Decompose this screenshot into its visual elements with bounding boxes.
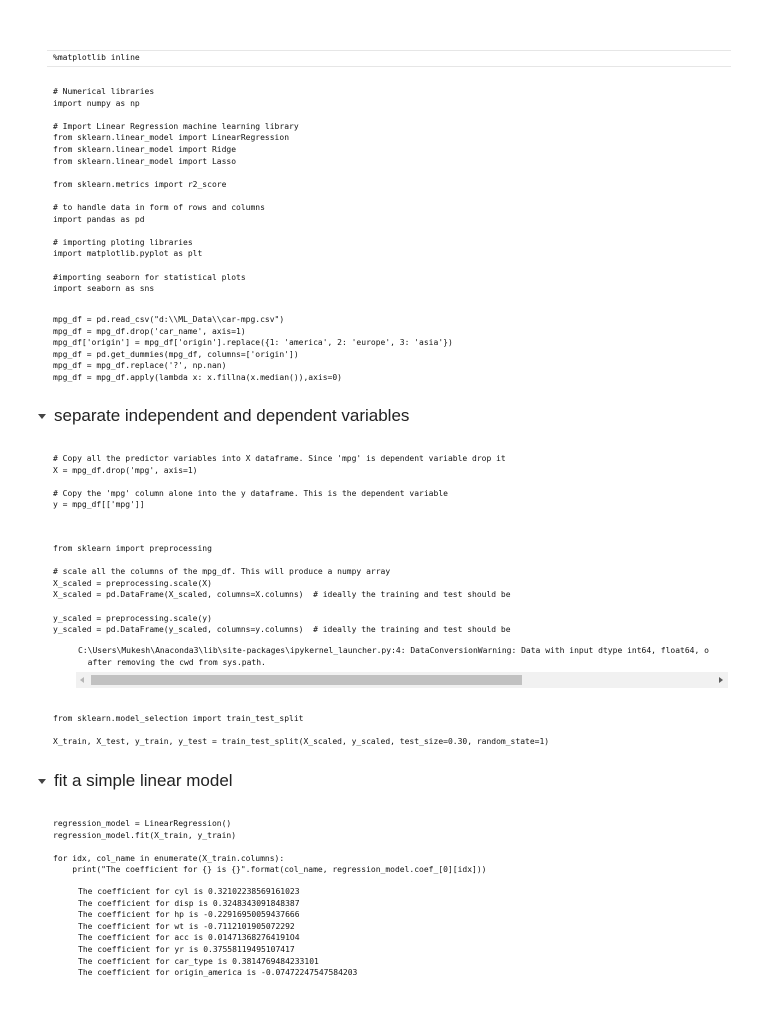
code-cell-split-xy[interactable] <box>53 453 506 511</box>
scroll-right-arrow-icon[interactable] <box>719 677 723 683</box>
code-line: The coefficient for origin_america is -0.07472247547584203 <box>78 968 358 978</box>
section-heading-text: fit a simple linear model <box>54 771 233 790</box>
code-line: print("The coefficient for {} is {}".format(col_name, regression_model.coef_[0][idx])) <box>53 865 487 875</box>
code-line <box>53 476 506 488</box>
code-line: mpg_df = pd.get_dummies(mpg_df, columns=['origin']) <box>53 349 299 359</box>
code-line: The coefficient for acc is 0.014713682764191О4 <box>78 933 300 943</box>
code-line: X_scaled = preprocessing.scale(X) <box>53 578 212 588</box>
code-line: regression_model = LinearRegression() <box>53 819 232 828</box>
code-line <box>53 601 511 613</box>
code-line: # Copy all the predictor variables into X dataframe. Since 'mpg' is dependent variable drop it <box>53 454 506 463</box>
output-coefficients <box>78 886 357 979</box>
code-line: regression_model.fit(X_train, y_train) <box>53 830 237 840</box>
code-line: # scale all the columns of the mpg_df. This will produce a numpy array <box>53 567 391 577</box>
collapse-caret-icon[interactable] <box>38 414 46 419</box>
code-cell-magic-border <box>47 50 731 67</box>
code-line <box>53 555 511 567</box>
code-line: from sklearn.model_selection import train_test_split <box>53 714 304 723</box>
code-line: The coefficient for hp is -0.22916950059437666 <box>78 910 300 920</box>
code-cell-imports[interactable] <box>53 86 299 295</box>
code-line <box>53 225 299 237</box>
code-line: X_train, X_test, y_train, y_test = train_test_split(X_scaled, y_scaled, test_size=0.30, random_state=1) <box>53 737 550 747</box>
scroll-left-arrow-icon[interactable] <box>80 677 84 683</box>
code-line <box>53 109 299 121</box>
code-line: The coefficient for wt is -0.7112101905072292 <box>78 921 295 931</box>
code-line: y = mpg_df[['mpg']] <box>53 500 145 510</box>
section-heading-fit[interactable] <box>38 769 233 793</box>
code-line: # importing ploting libraries <box>53 237 193 247</box>
code-line: after removing the cwd from sys.path. <box>78 657 266 667</box>
code-line: X_scaled = pd.DataFrame(X_scaled, columns=X.columns) # ideally the training and test should be <box>53 590 511 600</box>
code-cell-magic[interactable] <box>53 52 140 64</box>
code-line <box>53 260 299 272</box>
code-line: %matplotlib inline <box>53 53 140 62</box>
code-line: C:\Users\Mukesh\Anaconda3\lib\site-packages\ipykernel_launcher.py:4: DataConversionWarning: Data with input dtype int64, float64, o <box>78 646 709 655</box>
code-cell-scaling[interactable] <box>53 543 511 636</box>
code-line: for idx, col_name in enumerate(X_train.columns): <box>53 853 285 863</box>
code-line: mpg_df['origin'] = mpg_df['origin'].replace({1: 'america', 2: 'europe', 3: 'asia'}) <box>53 338 453 348</box>
code-line: mpg_df = mpg_df.drop('car_name', axis=1) <box>53 326 246 336</box>
code-line: The coefficient for yr is 0.37558119495107417 <box>78 944 295 954</box>
code-line: import pandas as pd <box>53 214 145 224</box>
code-line: from sklearn.linear_model import Ridge <box>53 144 237 154</box>
code-line: import matplotlib.pyplot as plt <box>53 249 203 259</box>
code-line: from sklearn.linear_model import Lasso <box>53 156 237 166</box>
code-line: # Import Linear Regression machine learning library <box>53 121 299 131</box>
output-warning <box>78 645 709 668</box>
code-cell-train-test[interactable] <box>53 713 549 748</box>
code-line <box>53 167 299 179</box>
section-heading-separate[interactable] <box>38 404 409 428</box>
collapse-caret-icon[interactable] <box>38 779 46 784</box>
code-cell-fit-model[interactable] <box>53 818 486 876</box>
code-line <box>53 190 299 202</box>
code-line: mpg_df = mpg_df.replace('?', np.nan) <box>53 361 227 371</box>
code-line: X = mpg_df.drop('mpg', axis=1) <box>53 465 198 475</box>
code-line: y_scaled = preprocessing.scale(y) <box>53 613 212 623</box>
code-line: # to handle data in form of rows and columns <box>53 202 265 212</box>
code-line: y_scaled = pd.DataFrame(y_scaled, columns=y.columns) # ideally the training and test should be <box>53 625 511 635</box>
code-line: mpg_df = mpg_df.apply(lambda x: x.fillna(x.median()),axis=0) <box>53 372 342 382</box>
code-line: The coefficient for disp is 0.3248343091848387 <box>78 898 300 908</box>
code-line: #importing seaborn for statistical plots <box>53 272 246 282</box>
code-line: # Copy the 'mpg' column alone into the y dataframe. This is the dependent variable <box>53 488 448 498</box>
code-line: import seaborn as sns <box>53 284 155 294</box>
code-line: mpg_df = pd.read_csv("d:\\ML_Data\\car-mpg.csv") <box>53 315 285 324</box>
code-line: The coefficient for cyl is 0.3210223856916102З <box>78 887 300 896</box>
code-line: from sklearn.metrics import r2_score <box>53 179 227 189</box>
code-line: from sklearn import preprocessing <box>53 544 212 553</box>
code-line: # Numerical libraries <box>53 87 155 96</box>
code-line: from sklearn.linear_model import LinearRegression <box>53 133 290 143</box>
code-cell-load-data[interactable] <box>53 314 453 384</box>
code-line: import numpy as np <box>53 98 140 108</box>
code-line <box>53 841 486 853</box>
section-heading-text: separate independent and dependent variables <box>54 406 410 425</box>
code-line: The coefficient for car_type is 0.3814769484233101 <box>78 956 319 966</box>
output-horizontal-scrollbar[interactable] <box>76 672 728 688</box>
scrollbar-thumb[interactable] <box>91 675 522 685</box>
code-line <box>53 725 549 737</box>
